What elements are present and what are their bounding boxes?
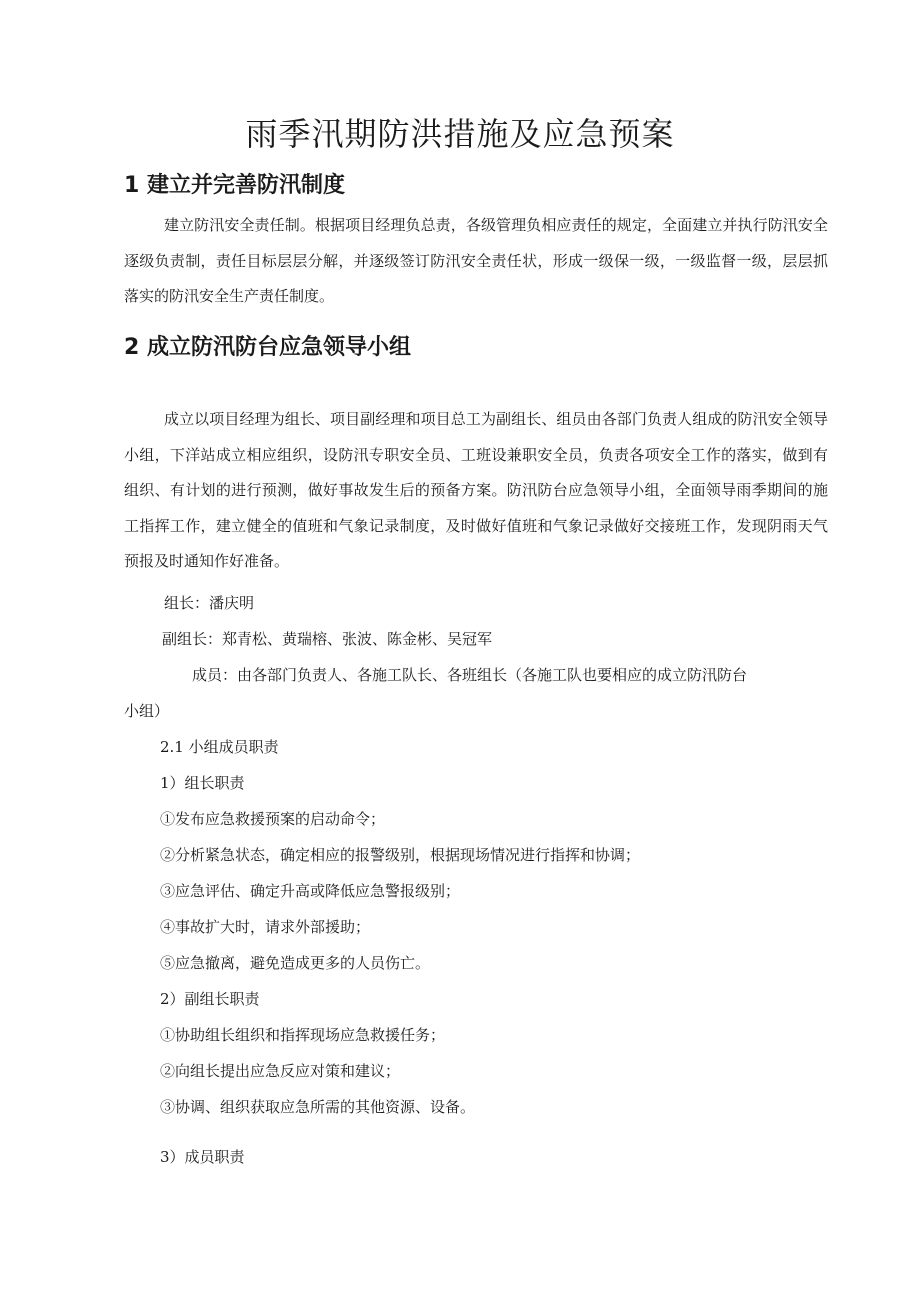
members-line-1: 成员：由各部门负责人、各施工队长、各班组长（各施工队也要相应的成立防汛防台 [192,666,748,684]
leader-duty-item: ④事故扩大时，请求外部援助； [160,918,371,936]
section-heading-1: 1 建立并完善防汛制度 [124,173,345,198]
leader-duty-item: ②分析紧急状态，确定相应的报警级别，根据现场情况进行指挥和协调； [160,846,641,864]
leader-duty-item: ①发布应急救援预案的启动命令； [160,810,386,828]
members-line-2: 小组） [124,702,170,720]
leader-duty-item: ③应急评估、确定升高或降低应急警报级别； [160,882,461,900]
leader-line: 组长：潘庆明 [164,594,255,612]
deputy-line: 副组长：郑青松、黄瑞榕、张波、陈金彬、吴冠军 [162,630,493,648]
deputy-duties-title: 2）副组长职责 [160,990,260,1008]
subsection-heading: 2.1 小组成员职责 [160,738,279,756]
deputy-duty-item: ②向组长提出应急反应对策和建议； [160,1062,401,1080]
leader-duties-title: 1）组长职责 [160,774,245,792]
deputy-duty-item: ①协助组长组织和指挥现场应急救援任务； [160,1026,446,1044]
section-heading-2: 2 成立防汛防台应急领导小组 [124,335,411,360]
section-2-body: 成立以项目经理为组长、项目副经理和项目总工为副组长、组员由各部门负责人组成的防汛安全领导小组，下洋站成立相应组织，设防汛专职安全员、工班设兼职安全员，负责各项安全工作的落实，做到有组织、有计划的进行预测，做好事故发生后的预备方案。防汛防台应急领导小组，全面领导雨季期间的施工指挥工作，建立健全的值班和气象记录制度，及时做好值班和气象记录做好交接班工作，发现阴雨天气预报及时通知作好准备。 [124,410,828,570]
deputy-duty-item: ③协调、组织获取应急所需的其他资源、设备。 [160,1098,476,1116]
document-title: 雨季汛期防洪措施及应急预案 [245,115,675,153]
member-duties-title: 3）成员职责 [160,1148,245,1166]
section-1-body: 建立防汛安全责任制。根据项目经理负总责，各级管理负相应责任的规定，全面建立并执行防汛安全逐级负责制，责任目标层层分解，并逐级签订防汛安全责任状，形成一级保一级，一级监督一级，层层抓落实的防汛安全生产责任制度。 [124,216,828,305]
leader-duty-item: ⑤应急撤离，避免造成更多的人员伤亡。 [160,954,431,972]
